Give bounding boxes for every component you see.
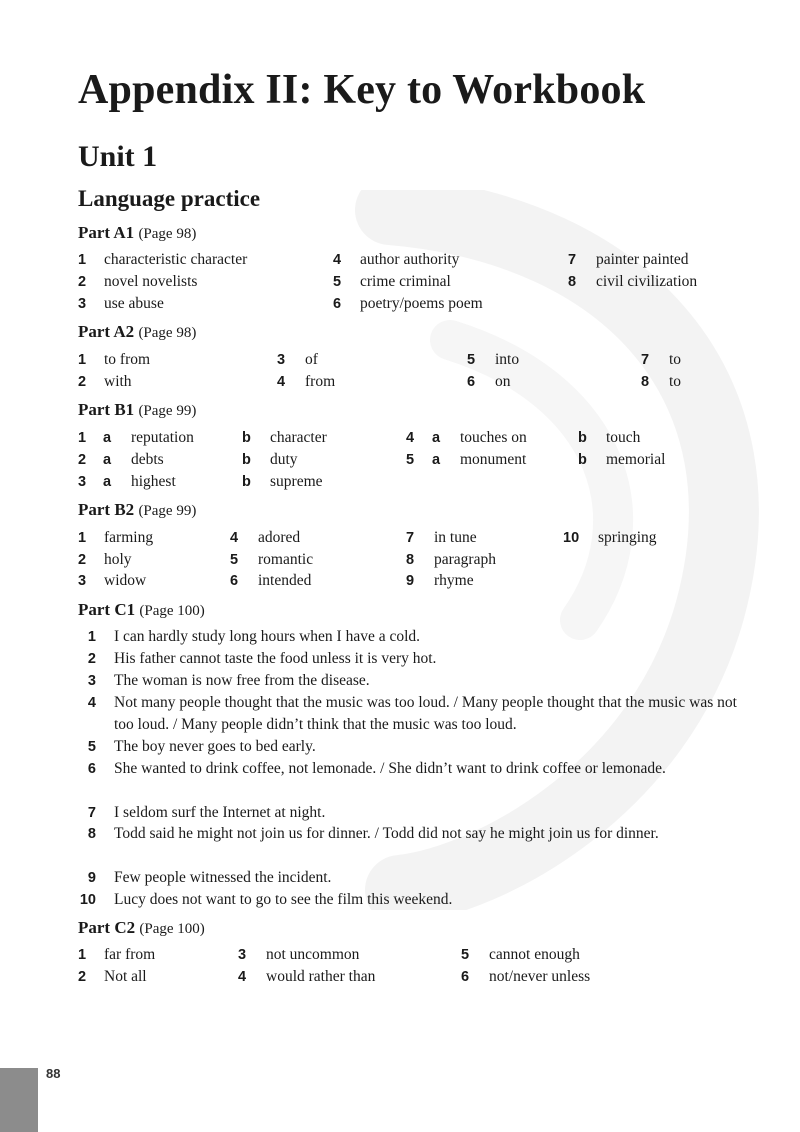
item-number: 4 [238,969,247,985]
item-number: 5 [333,274,342,290]
answer-b: memorial [606,451,666,468]
item-number: 8 [641,374,650,390]
answer-sentence: His father cannot taste the food unless it is very hot. [114,650,437,667]
item-number: 2 [78,969,87,985]
answer-text: crime criminal [360,273,451,290]
item-number: 2 [78,274,87,290]
letter-a: a [103,452,112,468]
letter-b: b [578,452,587,468]
letter-b: b [578,430,587,446]
item-number: 3 [87,673,96,689]
answer-text: widow [104,572,147,589]
answer-b: duty [270,451,298,468]
part-b2-heading [78,500,196,520]
answer-text: of [305,351,318,368]
item-number: 2 [78,552,87,568]
answer-text: far from [104,946,156,963]
item-number: 7 [568,252,577,268]
answer-text: to [669,373,682,390]
answer-sentence: She wanted to drink coffee, not lemonade. / She didn’t want to drink coffee or lemonade. [114,760,666,777]
answer-sentence: I can hardly study long hours when I have a cold. [114,628,421,645]
part-a2-heading [78,322,196,342]
item-number: 3 [277,352,286,368]
letter-b: b [242,452,251,468]
answer-a: touches on [460,429,527,446]
item-number: 5 [461,947,470,963]
page-reference: (Page 100) [139,921,205,937]
answer-text: holy [104,551,132,568]
item-number: 7 [406,530,415,546]
unit-title: Unit 1 [78,140,158,173]
answer-a: reputation [131,429,194,446]
answer-sentence: Lucy does not want to go to see the film this weekend. [114,891,453,908]
answer-text: not/never unless [489,968,591,985]
answer-text: adored [258,529,301,546]
answer-b: touch [606,429,641,446]
item-number: 5 [87,739,96,755]
item-number: 4 [277,374,286,390]
item-number: 7 [641,352,650,368]
item-number: 9 [87,870,96,886]
answer-text: characteristic character [104,251,248,268]
answer-sentence: Not many people thought that the music was too loud. / Many people thought that the music was not too loud. / Many people didn’t think that the music was too loud. [114,694,737,733]
answer-text: painter painted [596,251,689,268]
item-number: 2 [78,374,87,390]
page-reference: (Page 98) [138,325,197,341]
answer-text: novel novelists [104,273,198,290]
letter-b: b [242,430,251,446]
item-number: 1 [78,947,87,963]
item-number: 1 [78,430,87,446]
answer-text: to from [104,351,151,368]
letter-a: a [432,452,441,468]
part-c1-heading [78,600,205,620]
letter-a: a [103,474,112,490]
part-label: Part C1 [78,600,136,619]
item-number: 1 [78,352,87,368]
part-label: Part A2 [78,322,135,341]
item-number: 3 [78,474,87,490]
item-number: 6 [230,573,239,589]
item-number: 6 [87,761,96,777]
answer-b: character [270,429,327,446]
part-label: Part B1 [78,400,135,419]
page-reference: (Page 99) [138,403,197,419]
page-reference: (Page 99) [138,503,197,519]
letter-a: a [103,430,112,446]
item-number: 8 [406,552,415,568]
answer-text: springing [598,529,657,546]
answer-a: debts [131,451,164,468]
answer-text: romantic [258,551,314,568]
item-number: 9 [406,573,415,589]
item-number: 1 [78,252,87,268]
item-number: 10 [79,892,96,908]
item-number: 3 [78,573,87,589]
item-number: 4 [230,530,239,546]
item-number: 1 [78,530,87,546]
page-number: 88 [46,1066,61,1081]
answer-text: not uncommon [266,946,360,963]
answer-text: on [495,373,511,390]
item-number: 4 [333,252,342,268]
answer-text: cannot enough [489,946,580,963]
item-number: 8 [87,826,96,842]
item-number: 4 [87,695,96,711]
item-number: 5 [406,452,415,468]
part-label: Part B2 [78,500,135,519]
answer-text: poetry/poems poem [360,295,483,312]
item-number: 2 [87,651,96,667]
item-number: 3 [238,947,247,963]
answer-text: civil civilization [596,273,698,290]
answer-text: paragraph [434,551,496,568]
answer-text: rhyme [434,572,474,589]
item-number: 2 [78,452,87,468]
answer-text: use abuse [104,295,164,312]
answer-text: into [495,351,520,368]
item-number: 7 [87,805,96,821]
answer-sentence: Todd said he might not join us for dinner. / Todd did not say he might join us for dinner. [114,825,659,842]
part-label: Part C2 [78,918,136,937]
answer-text: farming [104,529,154,546]
answer-text: to [669,351,682,368]
answer-sentence: Few people witnessed the incident. [114,869,332,886]
answer-a: highest [131,473,176,490]
answer-text: would rather than [266,968,376,985]
part-a1-heading [78,223,196,243]
item-number: 10 [563,530,580,546]
item-number: 5 [230,552,239,568]
letter-a: a [432,430,441,446]
item-number: 8 [568,274,577,290]
answer-sentence: I seldom surf the Internet at night. [114,804,326,821]
part-label: Part A1 [78,223,135,242]
section-title: Language practice [78,186,261,211]
page-edge-tab [0,1068,38,1132]
letter-b: b [242,474,251,490]
answer-b: supreme [270,473,323,490]
item-number: 6 [461,969,470,985]
page-reference: (Page 100) [139,603,205,619]
answer-sentence: The boy never goes to bed early. [114,738,316,755]
item-number: 3 [78,296,87,312]
item-number: 4 [406,430,415,446]
answer-text: in tune [434,529,477,546]
answer-text: author authority [360,251,460,268]
answer-text: from [305,373,336,390]
answer-text: with [104,373,132,390]
part-b1-heading [78,400,196,420]
item-number: 6 [333,296,342,312]
item-number: 5 [467,352,476,368]
page-title: Appendix II: Key to Workbook [78,67,646,113]
part-c2-heading [78,918,205,938]
answer-text: intended [258,572,312,589]
answer-sentence: The woman is now free from the disease. [114,672,370,689]
item-number: 6 [467,374,476,390]
item-number: 1 [87,629,96,645]
page-reference: (Page 98) [138,226,197,242]
answer-a: monument [460,451,527,468]
answer-text: Not all [104,968,147,985]
